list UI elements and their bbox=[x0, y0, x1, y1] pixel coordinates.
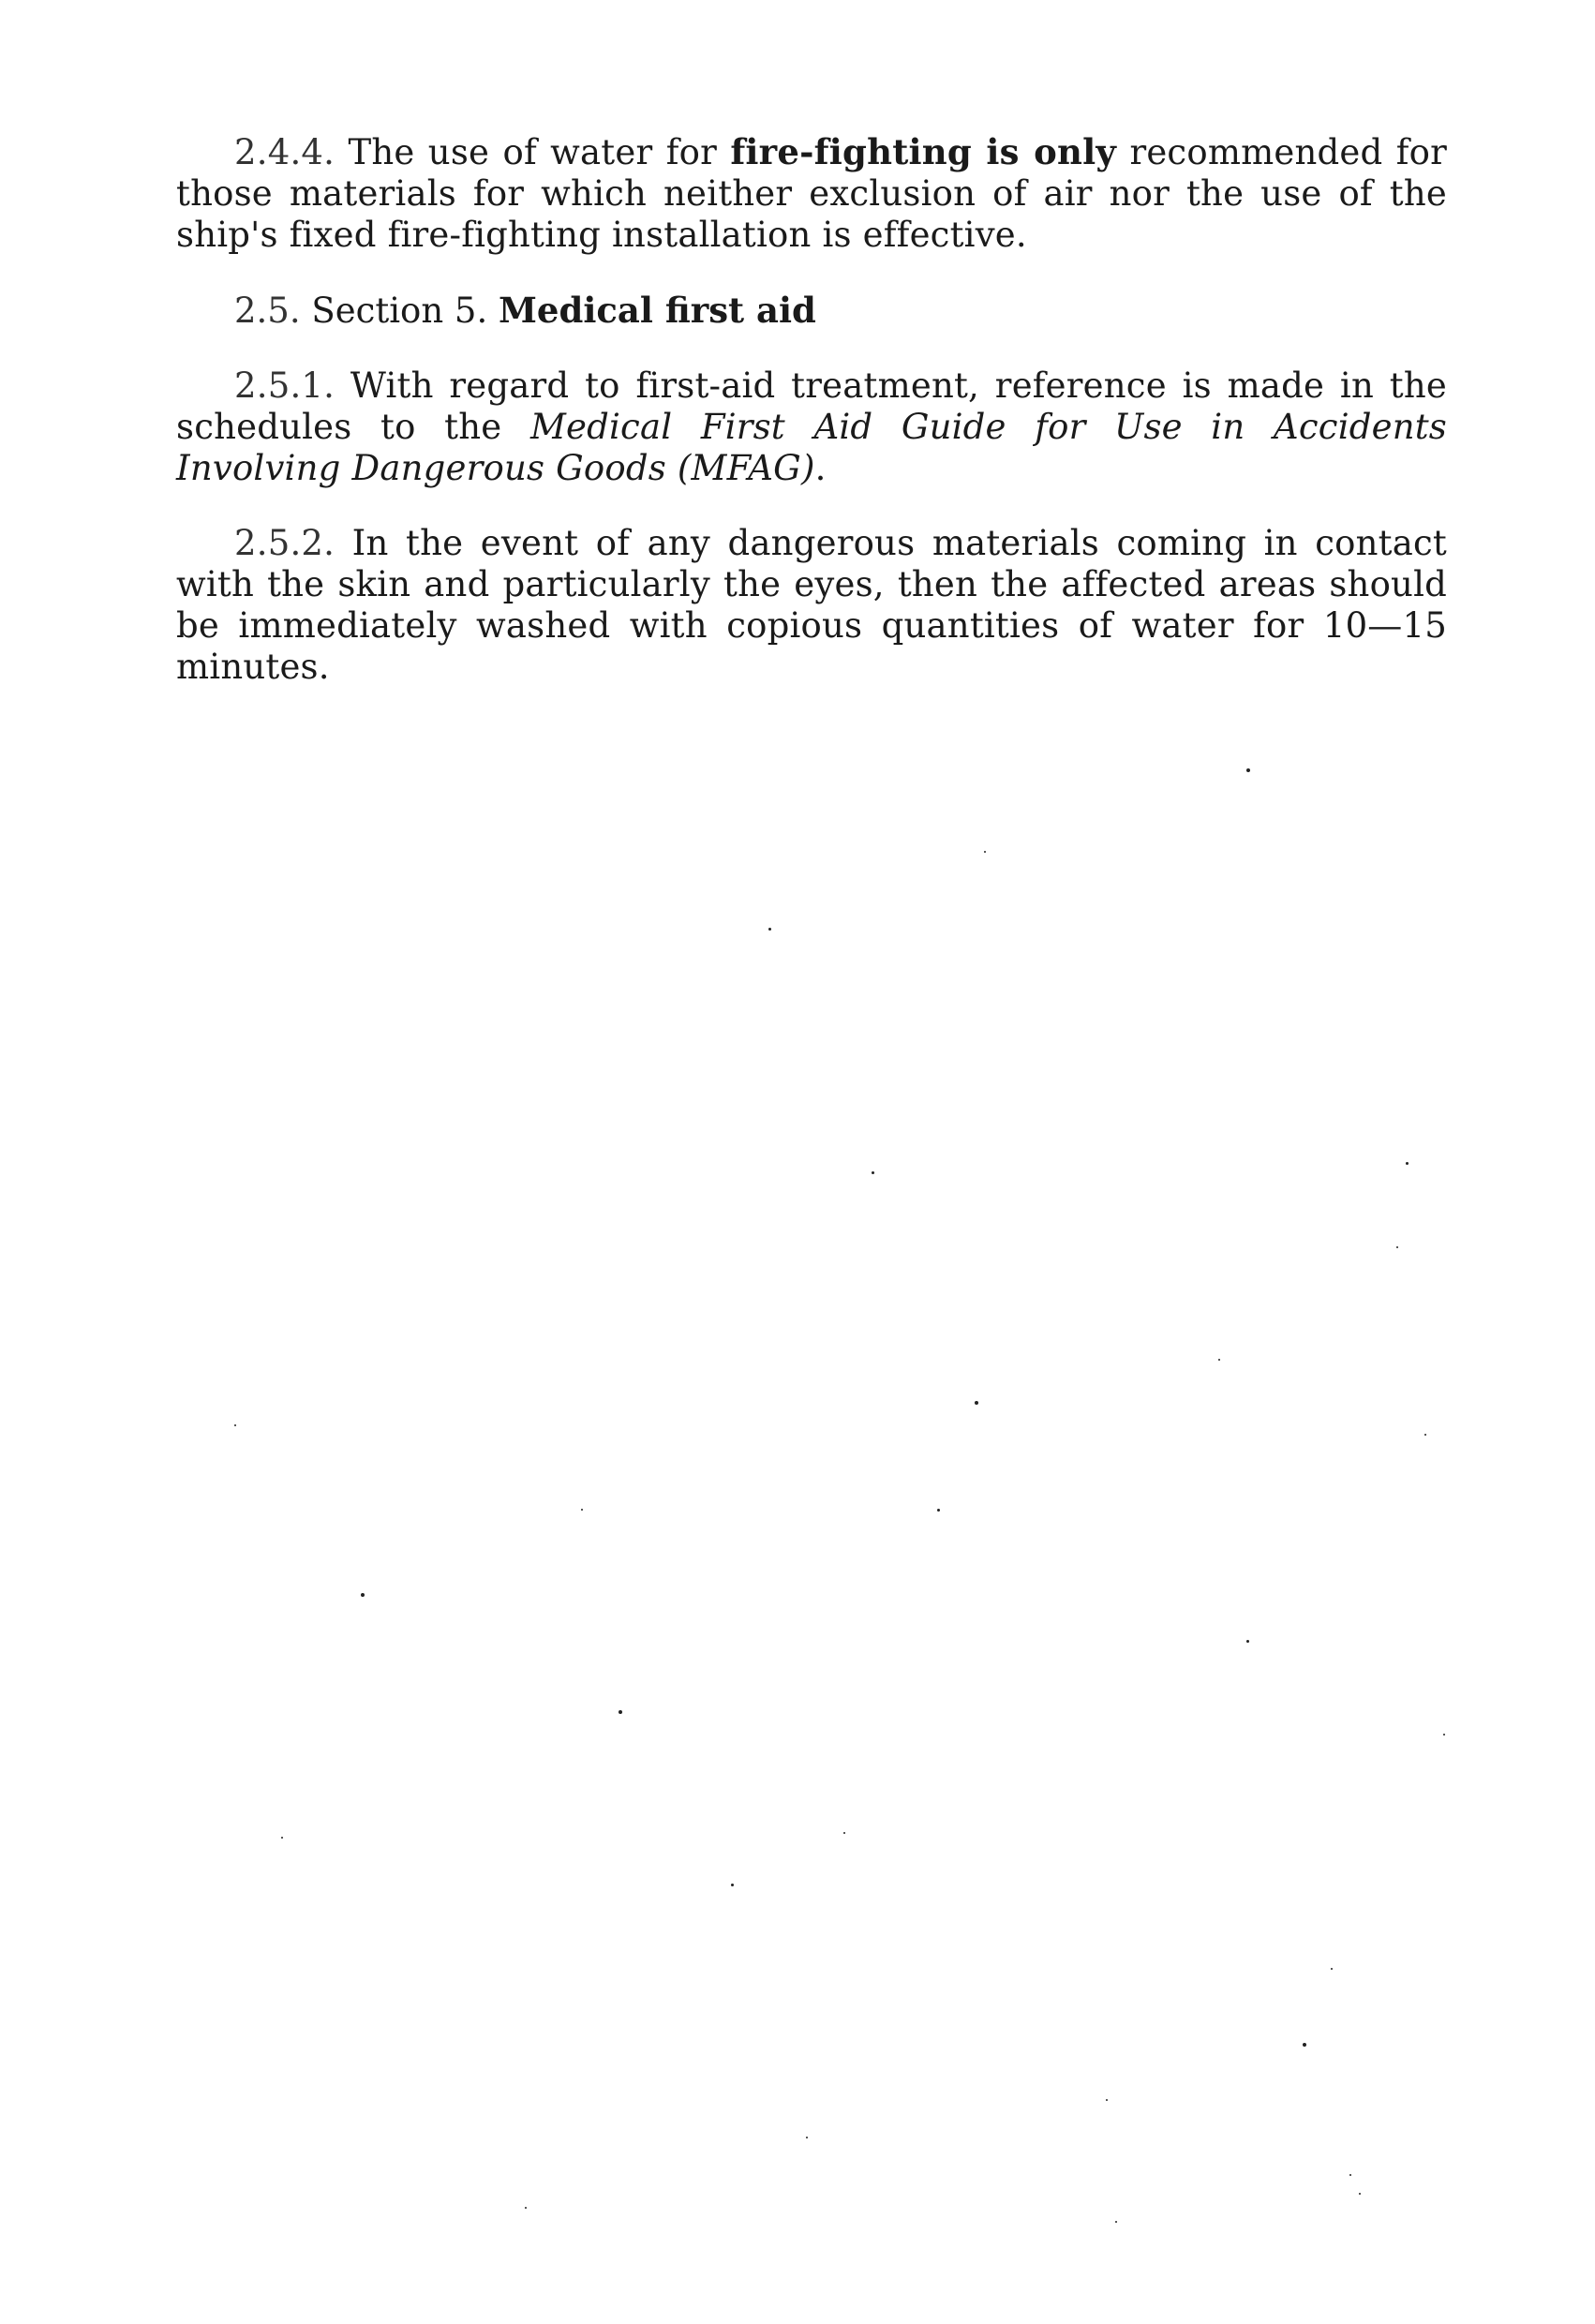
paragraph-2-5-2 bbox=[176, 523, 1447, 688]
paragraph-text-start: With regard to first-aid treatment, reference is made in the schedules to the bbox=[176, 365, 1447, 447]
scan-speck bbox=[1406, 1162, 1409, 1165]
guide-title: Medical First Aid Guide for Use in Accidents Involving Dangerous Goods (MFAG) bbox=[176, 407, 1447, 488]
scan-speck bbox=[361, 1593, 365, 1597]
scan-speck bbox=[937, 1509, 940, 1512]
scan-speck bbox=[234, 1424, 236, 1426]
scan-speck bbox=[984, 851, 986, 853]
paragraph-text-start: The use of water for bbox=[335, 132, 731, 172]
scan-speck bbox=[1246, 1640, 1249, 1643]
scan-speck bbox=[1246, 768, 1250, 772]
scan-speck bbox=[281, 1837, 283, 1839]
paragraph-2-4-4 bbox=[176, 131, 1447, 256]
scan-speck bbox=[1359, 2193, 1361, 2195]
scan-speck bbox=[581, 1509, 583, 1511]
scan-speck bbox=[525, 2207, 527, 2209]
paragraph-text: In the event of any dangerous materials coming in contact with the skin and particularly the eyes, then the affected areas should be immediately washed with copious quantities of water for 10—15 minutes. bbox=[176, 523, 1447, 687]
document-page bbox=[176, 131, 1447, 688]
section-number: 2.5. bbox=[234, 290, 301, 331]
scan-speck bbox=[1106, 2099, 1108, 2101]
paragraph-bold-text: fire-fighting is only bbox=[730, 131, 1117, 172]
section-label: Section 5. bbox=[300, 290, 499, 331]
scan-speck bbox=[1443, 1734, 1445, 1736]
scan-speck bbox=[1115, 2221, 1117, 2223]
paragraph-text-end: recommended for those materials for which neither exclusion of air nor the use of the ship's fixed fire-fighting installation is effective. bbox=[176, 132, 1447, 255]
scan-speck bbox=[1424, 1434, 1426, 1436]
paragraph-2-5-1 bbox=[176, 365, 1447, 489]
paragraph-number: 2.5.1. bbox=[234, 365, 335, 406]
scan-speck bbox=[1396, 1246, 1398, 1248]
scan-speck bbox=[619, 1710, 622, 1714]
section-heading-2-5 bbox=[176, 290, 1447, 332]
scan-speck bbox=[975, 1401, 978, 1405]
scan-speck bbox=[1218, 1359, 1220, 1361]
scan-speck bbox=[806, 2137, 808, 2138]
paragraph-number: 2.5.2. bbox=[234, 523, 335, 563]
paragraph-number: 2.4.4. bbox=[234, 132, 335, 172]
scan-speck bbox=[843, 1832, 845, 1834]
paragraph-text-end: . bbox=[814, 448, 827, 488]
scan-speck bbox=[1331, 1968, 1333, 1970]
scan-speck bbox=[731, 1884, 734, 1886]
scan-speck bbox=[768, 928, 771, 931]
scan-speck bbox=[1349, 2174, 1351, 2176]
scan-speck bbox=[1303, 2043, 1306, 2047]
scan-speck bbox=[872, 1171, 874, 1174]
section-title: Medical first aid bbox=[498, 290, 816, 331]
